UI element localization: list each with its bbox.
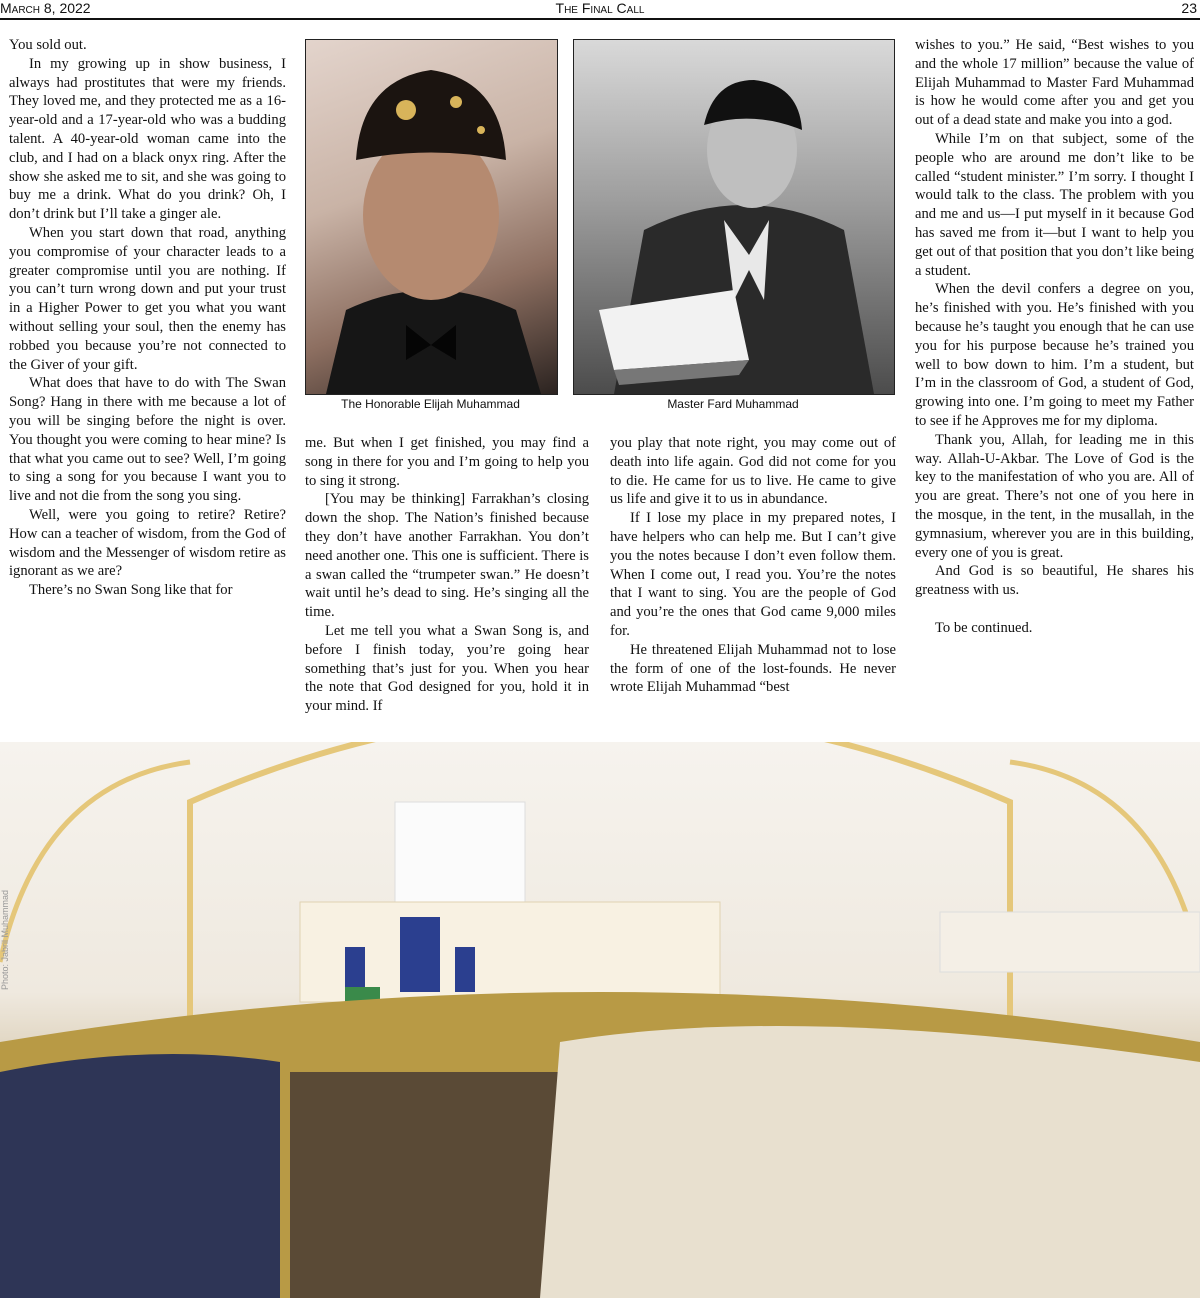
paragraph: When you start down that road, anything you compromise of your character leads to a greater compromise until you are nothing. If you can’t turn wrong down and put your trust in a Higher Power to get you what you want without selling your soul, then the enemy has robbed you because you’re not connected to the Giver of your gift. — [9, 224, 286, 373]
paragraph: wishes to you.” He said, “Best wishes to you and the whole 17 million” because the value of Elijah Muhammad to Master Fard Muhammad is how he would come after you and get you out of a dead state and make you into a god. — [915, 37, 1194, 129]
portrait-illustration — [574, 40, 894, 394]
paragraph: You sold out. — [9, 37, 87, 53]
page-number: 23 — [1181, 0, 1197, 16]
to-be-continued: To be continued. — [935, 619, 1033, 636]
paragraph: If I lose my place in my prepared notes, I have helpers who can help me. But I can’t give you the notes because I don’t even follow them. When I come out, I read you. You’re the notes that I want to sing. You are the people of God and you’re the ones that God came 9,000 miles for. — [610, 510, 896, 639]
portrait-illustration — [306, 40, 557, 394]
article-column-1 — [9, 36, 286, 600]
paragraph: [You may be thinking] Farrakhan’s closing down the shop. The Nation’s finished because they don’t have another Farrakhan. You don’t need another one. This one is sufficient. There is a swan called the “trumpeter swan.” He doesn’t wait until he’s dead to sing. He’s singing all the time. — [305, 491, 589, 621]
article-column-4 — [915, 36, 1194, 638]
paragraph: you play that note right, you may come out of death into life again. God did not come for you to die. He came for us to live. He came to give us life and give it to us in abundance. — [610, 435, 896, 508]
paragraph: He threatened Elijah Muhammad not to lose the form of one of the lost-founds. He never wrote Elijah Muhammad “best — [610, 641, 896, 696]
paragraph: Well, were you going to retire? Retire? How can a teacher of wisdom, from the God of wisdom and the Messenger of wisdom retire as ignorant as we are? — [9, 506, 286, 580]
paragraph: Thank you, Allah, for leading me in this way. Allah-U-Akbar. The Love of God is the key to the manifestation of who you are. All of you are great. There’s not one of you here in the mosque, in the tent, in the musallah, in the gymnasium, wherever you are in this building, every one of you is great. — [915, 431, 1194, 561]
paragraph: And God is so beautiful, He shares his greatness with us. — [915, 563, 1194, 599]
hall-illustration — [0, 742, 1200, 1298]
paragraph: me. But when I get finished, you may find a song in there for you and I’m going to help you to sing it strong. — [305, 435, 589, 489]
paragraph: In my growing up in show business, I always had prostitutes that were my friends. They loved me, and they protected me as a 16-year-old and a 17-year-old who was a budding talent. A 40-year-old woman came into the club, and I had on a black onyx ring. After the show she asked me to sit, and she was going to buy me a drink. What do you drink? Oh, I don’t drink but I’ll take a ginger ale. — [9, 55, 286, 223]
mosque-hall-photo — [0, 742, 1200, 1298]
page-header — [0, 0, 1200, 20]
photo-credit: Photo: Jabril Muhammad — [0, 889, 10, 990]
photo-caption: Master Fard Muhammad — [667, 397, 799, 411]
paragraph: While I’m on that subject, some of the people who are around me don’t like to be called “student minister.” I’m sorry. I thought I would talk to the class. The problem with you and me and us—I put myself in it because God has saved me from it—but I want to help you get out of that position that you don’t like being a student. — [915, 130, 1195, 279]
paragraph: When the devil confers a degree on you, he’s finished with you. He’s finished with you because he’s taught you enough that he can use you for his purpose because he’s trained you well to bow down to him. I’m a student, but I’m in the classroom of God, a student of God, growing into one. I’m going to meet my Father to see if he Approves me for my diploma. — [915, 281, 1194, 429]
issue-date: March 8, 2022 — [0, 0, 91, 16]
photo-fard-muhammad — [573, 39, 895, 395]
article-column-2 — [305, 434, 589, 716]
paragraph: Let me tell you what a Swan Song is, and before I finish today, you’re going hear something that’s just for you. When you hear the note that God designed for you, hold it in your mind. If — [305, 622, 589, 715]
photo-elijah-muhammad — [305, 39, 558, 395]
paragraph: What does that have to do with The Swan Song? Hang in there with me because a lot of you will be singing before the night is over. You thought you were coming to hear mine? Is that what you came out to see? Well, I’m going to sing a song for you because I want you to live and not die from the song you sing. — [9, 375, 286, 505]
paragraph: There’s no Swan Song like that for — [29, 582, 233, 599]
photo-caption: The Honorable Elijah Muhammad — [341, 397, 520, 411]
article-column-3 — [610, 434, 896, 697]
masthead: The Final Call — [555, 0, 645, 16]
